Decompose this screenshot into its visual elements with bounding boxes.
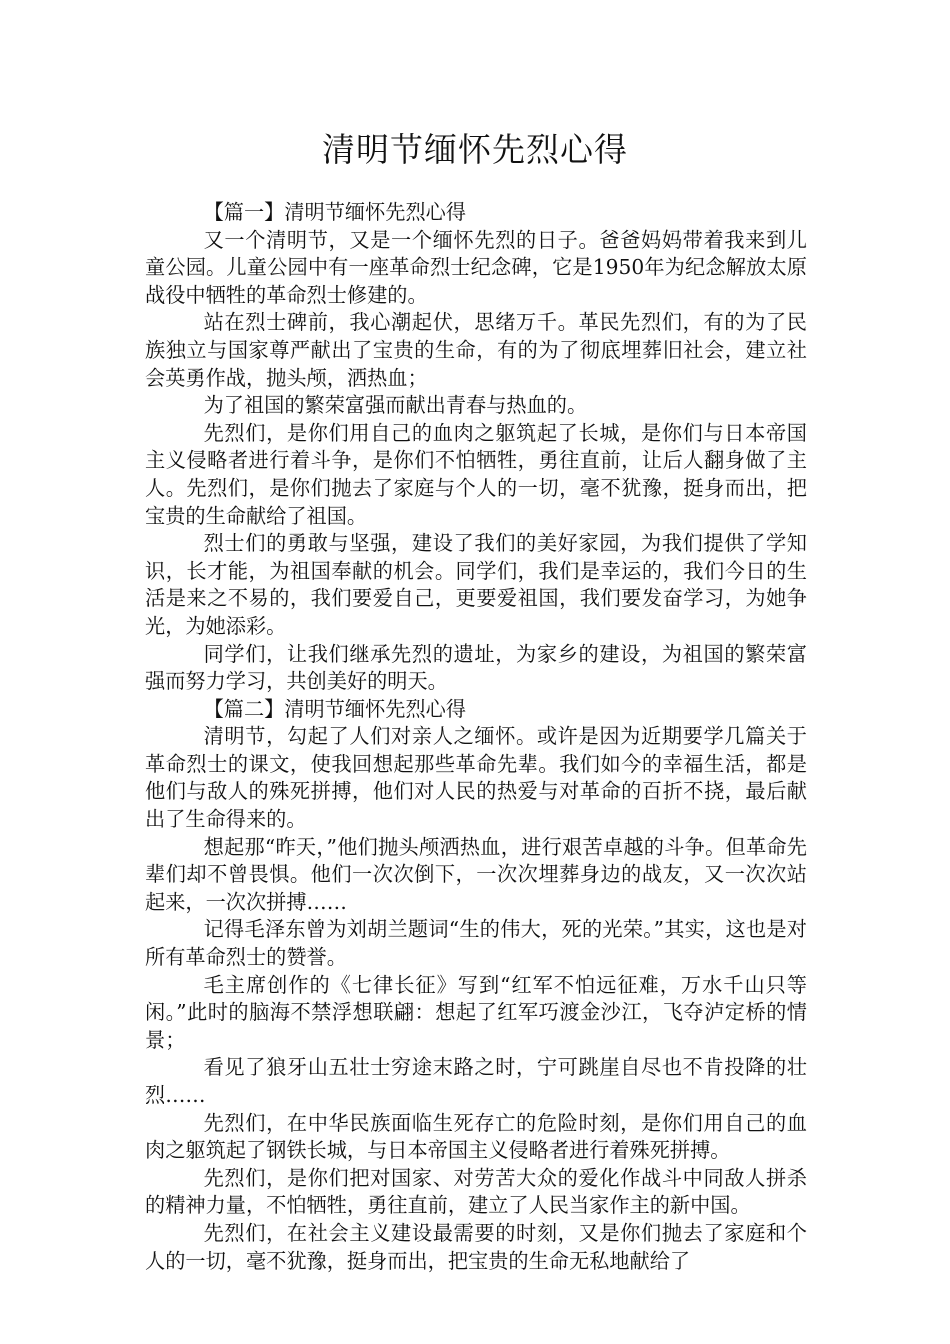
paragraph: 看见了狼牙山五壮士穷途末路之时，宁可跳崖自尽也不肯投降的壮烈……	[145, 1055, 807, 1107]
paragraph: 记得毛泽东曾为刘胡兰题词“生的伟大，死的光荣。”其实，这也是对所有革命烈士的赞誉。	[145, 917, 807, 970]
paragraph: 站在烈士碑前，我心潮起伏，思绪万千。革民先烈们，有的为了民族独立与国家尊严献出了宝贵的生命，有的为了彻底埋葬旧社会，建立社会英勇作战，抛头颅，洒热血；	[145, 310, 807, 390]
section-heading-1: 【篇一】清明节缅怀先烈心得	[203, 200, 467, 224]
paragraph: 又一个清明节，又是一个缅怀先烈的日子。爸爸妈妈带着我来到儿童公园。儿童公园中有一座革命烈士纪念碑，它是1950年为纪念解放太原战役中牺牲的革命烈士修建的。	[145, 227, 807, 307]
paragraph: 为了祖国的繁荣富强而献出青春与热血的。	[203, 393, 588, 418]
paragraph: 烈士们的勇敢与坚强，建设了我们的美好家园，为我们提供了学知识，长才能，为祖国奉献的机会。同学们，我们是幸运的，我们今日的生活是来之不易的，我们要爱自己，更要爱祖国，我们要发奋学习，为她争光，为她添彩。	[145, 531, 807, 638]
paragraph: 想起那“昨天，”他们抛头颅洒热血，进行艰苦卓越的斗争。但革命先辈们却不曾畏惧。他们一次次倒下，一次次埋葬身边的战友，又一次次站起来，一次次拼搏……	[145, 834, 807, 914]
paragraph: 先烈们，在社会主义建设最需要的时刻，又是你们抛去了家庭和个人的一切，毫不犹豫，挺身而出，把宝贵的生命无私地献给了	[145, 1220, 807, 1273]
page-title: 清明节缅怀先烈心得	[322, 130, 628, 169]
paragraph: 先烈们，在中华民族面临生死存亡的危险时刻，是你们用自己的血肉之躯筑起了钢铁长城，与日本帝国主义侵略者进行着殊死拼搏。	[145, 1110, 807, 1163]
document-body	[145, 199, 807, 1275]
paragraph: 清明节，勾起了人们对亲人之缅怀。或许是因为近期要学几篇关于革命烈士的课文，使我回想起那些革命先辈。我们如今的幸福生活，都是他们与敌人的殊死拼搏，他们对人民的热爱与对革命的百折不挠，最后献出了生命得来的。	[145, 724, 807, 832]
paragraph: 先烈们，是你们把对国家、对劳苦大众的爱化作战斗中同敌人拼杀的精神力量，不怕牺牲，勇往直前，建立了人民当家作主的新中国。	[145, 1165, 807, 1218]
paragraph: 先烈们，是你们用自己的血肉之躯筑起了长城，是你们与日本帝国主义侵略者进行着斗争，是你们不怕牺牲，勇往直前，让后人翻身做了主人。先烈们，是你们抛去了家庭与个人的一切，毫不犹豫，挺身而出，把宝贵的生命献给了祖国。	[145, 420, 807, 528]
paragraph: 同学们，让我们继承先烈的遗址，为家乡的建设，为祖国的繁荣富强而努力学习，共创美好的明天。	[145, 641, 807, 694]
section-heading-2: 【篇二】清明节缅怀先烈心得	[203, 696, 467, 721]
paragraph: 毛主席创作的《七律长征》写到“红军不怕远征难，万水千山只等闲。”此时的脑海不禁浮想联翩：想起了红军巧渡金沙江，飞夺泸定桥的情景；	[145, 972, 807, 1052]
